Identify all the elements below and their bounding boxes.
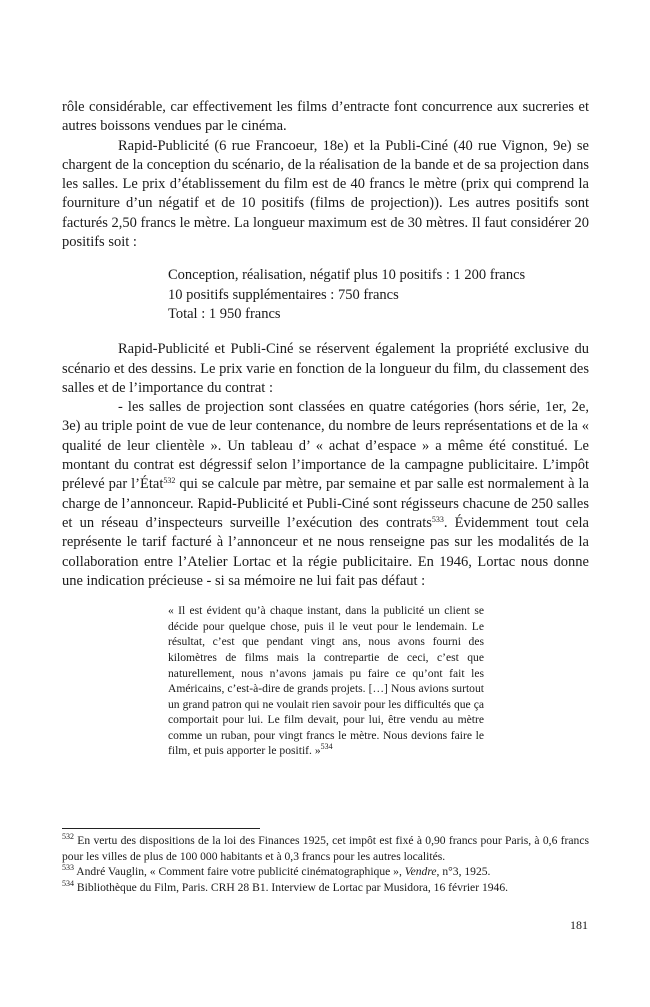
footnote-separator — [62, 828, 260, 829]
footnote-number: 533 — [62, 863, 74, 873]
footnote-text: André Vauglin, « Comment faire votre publicité cinématographique », — [74, 865, 405, 879]
footnote-533 — [62, 864, 589, 880]
footnote-ref-534[interactable]: 534 — [320, 742, 333, 752]
footnotes — [62, 833, 589, 896]
price-list-item: Total : 1 950 francs — [168, 305, 281, 322]
footnote-ref-532[interactable]: 532 — [163, 476, 176, 486]
price-list-item: 10 positifs supplémentaires : 750 francs — [168, 286, 399, 303]
footnote-text: En vertu des dispositions de la loi des Finances 1925, cet impôt est fixé à 0,90 francs pour Paris, à 0,6 francs pour les villes de plus de 100 000 habitants et à 0,3 francs pour les autres localités. — [62, 834, 589, 863]
paragraph-2: Rapid-Publicité (6 rue Francoeur, 18e) et la Publi-Ciné (40 rue Vignon, 9e) se chargent de la conception du scénario, de la réalisation de la bande et de sa projection dans les salles. Le prix d’établissement du film est de 40 francs le mètre (prix qui comprend la fourniture d’un négatif et de 10 positifs (films de projection)). Les autres positifs sont facturés 2,50 francs le mètre. La longueur maximum est de 30 mètres. Il faut considérer 20 positifs soit : — [62, 137, 589, 251]
footnote-532 — [62, 833, 589, 864]
price-list-item: Conception, réalisation, négatif plus 10 positifs : 1 200 francs — [168, 267, 526, 284]
page-number: 181 — [570, 918, 588, 932]
page-body — [62, 98, 589, 759]
footnote-ref-533[interactable]: 533 — [431, 514, 444, 524]
footnote-title-italic: Vendre — [404, 865, 437, 879]
footnote-number: 534 — [62, 879, 74, 889]
footnote-text: Bibliothèque du Film, Paris. CRH 28 B1. Interview de Lortac par Musidora, 16 février 1946. — [74, 881, 509, 895]
quote-text: « Il est évident qu’à chaque instant, dans la publicité un client se décide pour quelque chose, puis il le veut pour le lendemain. Le résultat, c’est que pendant vingt ans, nous avons fourni des kilomètres de films mais la contrepartie de ceci, c’est que naturellement, nous n’avons jamais pu faire ce qu’ont fait les Américains, c’est-à-dire de grands projets. […] Nous avions surtout un grand patron qui ne voulait rien savoir pour les difficultés que ça comportait pour lui. Le film devait, pour lui, être vendu au mètre comme un ruban, pour vingt francs le mètre. Nous devions faire le film, et puis apporter le positif. » — [168, 604, 484, 758]
paragraph-1: rôle considérable, car effectivement les films d’entracte font concurrence aux sucreries et autres boissons vendues par le cinéma. — [62, 99, 589, 135]
paragraph-4 — [62, 398, 589, 591]
footnote-534 — [62, 880, 589, 896]
paragraph-4-part-c: . Évidemment tout cela représente le tarif facturé à l’annonceur et ne nous renseigne pas sur les modalités de la collaboration entre l’Atelier Lortac et la régie publicitaire. En 1946, Lortac nous donne une indication précieuse - si sa mémoire ne lui fait pas défaut : — [62, 514, 589, 589]
block-quote — [168, 603, 484, 759]
paragraph-4-part-b: qui se calcule par mètre, par semaine et par salle est normalement à la charge de l’annonceur. Rapid-Publicité et Publi-Ciné sont régisseurs chacune de 250 salles et un réseau d’inspecteurs surveille l’exécution des contrats — [62, 476, 589, 531]
paragraph-4-part-a: - les salles de projection sont classées en quatre catégories (hors série, 1er, 2e, 3e) au triple point de vue de leur contenance, du nombre de leurs représentations et de la « qualité de leur clientèle ». Un tableau d’ « achat d’espace » a même été constitué. Le montant du contrat est dégressif selon l’importance de la campagne publicitaire. L’impôt prélevé par l’État — [62, 399, 589, 493]
price-list — [168, 266, 589, 324]
footnote-text: , n°3, 1925. — [436, 865, 491, 879]
paragraph-3: Rapid-Publicité et Publi-Ciné se réservent également la propriété exclusive du scénario et des dessins. Le prix varie en fonction de la longueur du film, du classement des salles et de l’importance du contrat : — [62, 341, 589, 396]
footnote-number: 532 — [62, 832, 74, 841]
